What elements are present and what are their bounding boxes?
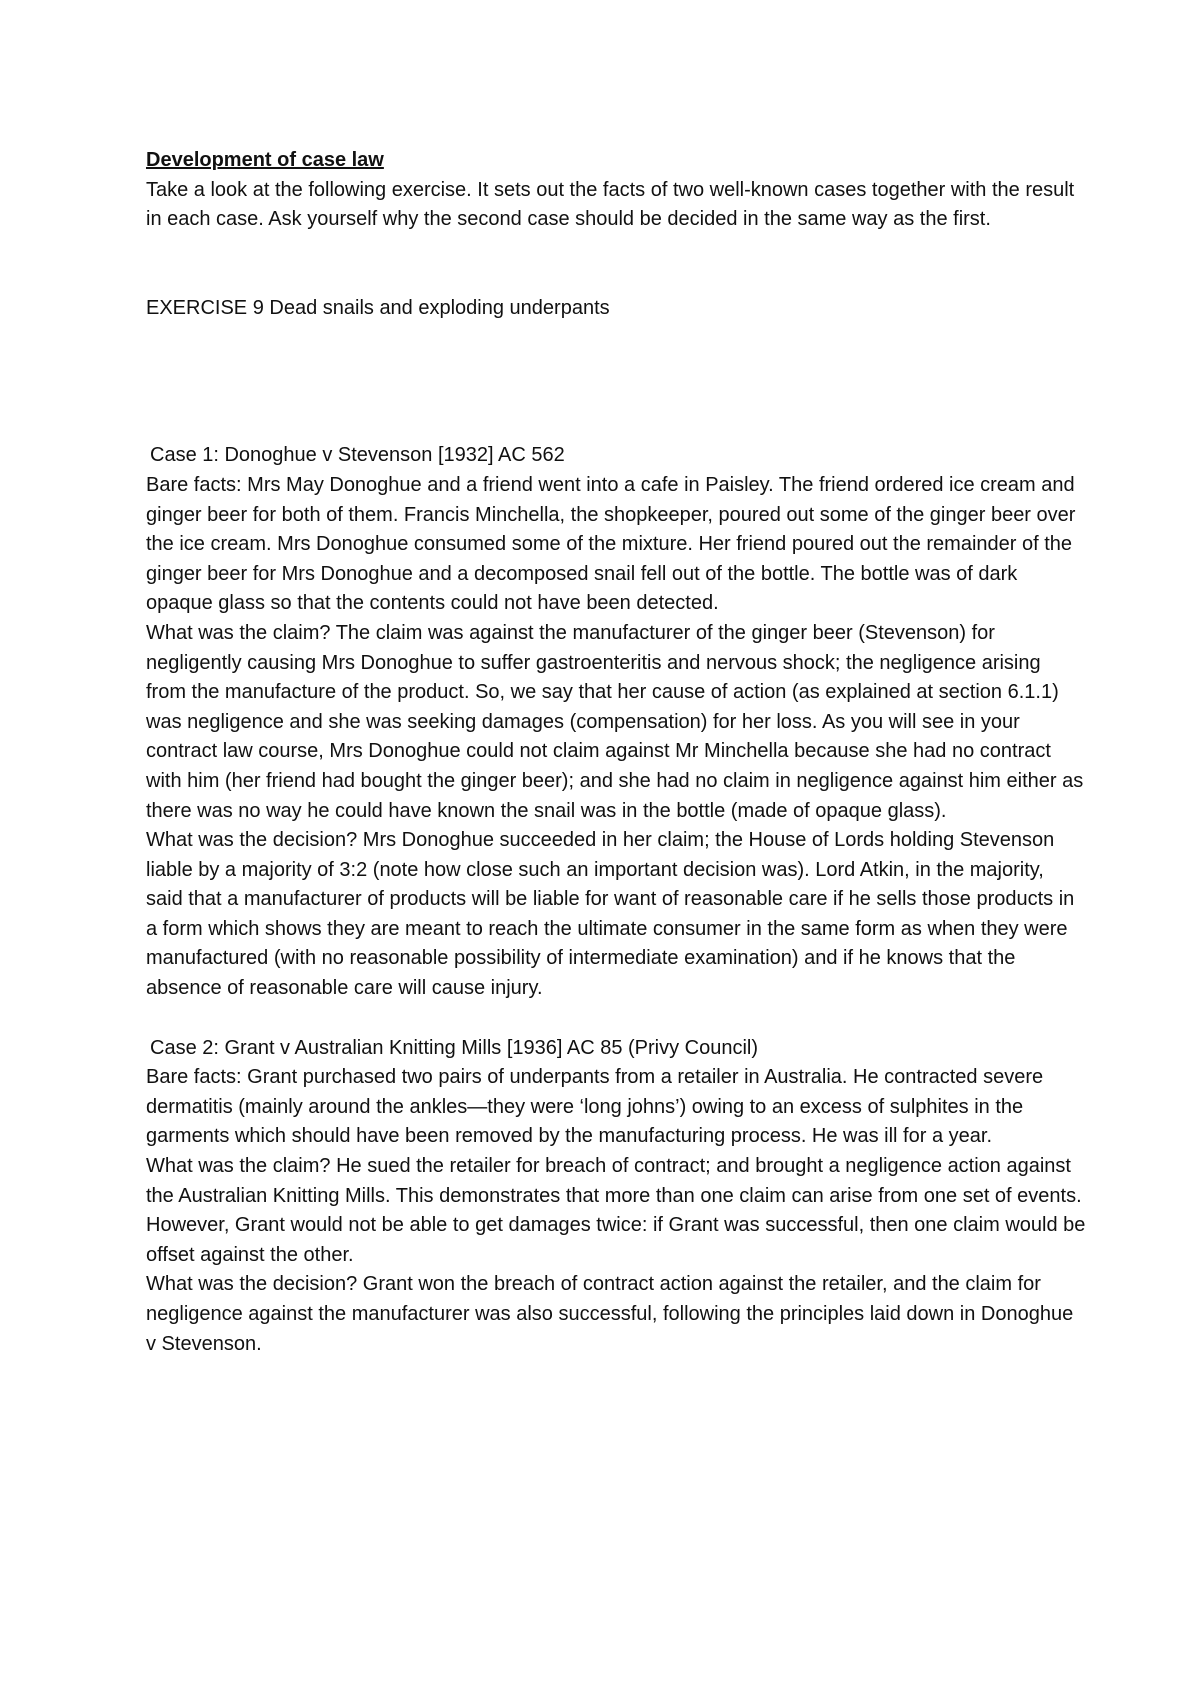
- document-title: Development of case law: [146, 149, 384, 171]
- intro-paragraph: Take a look at the following exercise. It sets out the facts of two well-known cases together with the result in each case. Ask yourself why the second case should be decided in the same way as the first.: [146, 178, 1075, 231]
- document-page: [146, 146, 1086, 1359]
- case2-heading: Case 2: Grant v Australian Knitting Mills [1936] AC 85 (Privy Council): [150, 1036, 759, 1059]
- case1-claim: What was the claim? The claim was against the manufacturer of the ginger beer (Stevenson) for negligently causing Mrs Donoghue to suffer gastroenteritis and nervous shock; the negligence arising from the manufacture of the product. So, we say that her cause of action (as explained at section 6.1.1) was negligence and she was seeking damages (compensation) for her loss. As you will see in your contract law course, Mrs Donoghue could not claim against Mr Minchella because she had no contract with him (her friend had bought the ginger beer); and she had no claim in negligence against him either as there was no way he could have known the snail was in the bottle (made of opaque glass).: [146, 621, 1084, 822]
- case1-facts: Bare facts: Mrs May Donoghue and a friend went into a cafe in Paisley. The friend ordered ice cream and ginger beer for both of them. Francis Minchella, the shopkeeper, poured out some of the ginger beer over the ice cream. Mrs Donoghue consumed some of the mixture. Her friend poured out the remainder of the ginger beer for Mrs Donoghue and a decomposed snail fell out of the bottle. The bottle was of dark opaque glass so that the contents could not have been detected.: [146, 473, 1076, 615]
- exercise-heading: EXERCISE 9 Dead snails and exploding underpants: [146, 296, 610, 319]
- case2-claim: What was the claim? He sued the retailer for breach of contract; and brought a negligence action against the Australian Knitting Mills. This demonstrates that more than one claim can arise from one set of events. However, Grant would not be able to get damages twice: if Grant was successful, then one claim would be offset against the other.: [146, 1155, 1086, 1266]
- case1-decision: What was the decision? Mrs Donoghue succeeded in her claim; the House of Lords holding Stevenson liable by a majority of 3:2 (note how close such an important decision was). Lord Atkin, in the majority, said that a manufacturer of products will be liable for want of reasonable care if he sells those products in a form which shows they are meant to reach the ultimate consumer in the same form as when they were manufactured (with no reasonable possibility of intermediate examination) and if he knows that the absence of reasonable care will cause injury.: [146, 829, 1075, 1000]
- case2-facts: Bare facts: Grant purchased two pairs of underpants from a retailer in Australia. He contracted severe dermatitis (mainly around the ankles—they were ‘long johns’) owing to an excess of sulphites in the garments which should have been removed by the manufacturing process. He was ill for a year.: [146, 1066, 1044, 1148]
- case2-decision: What was the decision? Grant won the breach of contract action against the retailer, and the claim for negligence against the manufacturer was also successful, following the principles laid down in Donoghue v Stevenson.: [146, 1273, 1074, 1355]
- case1-heading: Case 1: Donoghue v Stevenson [1932] AC 562: [150, 444, 565, 467]
